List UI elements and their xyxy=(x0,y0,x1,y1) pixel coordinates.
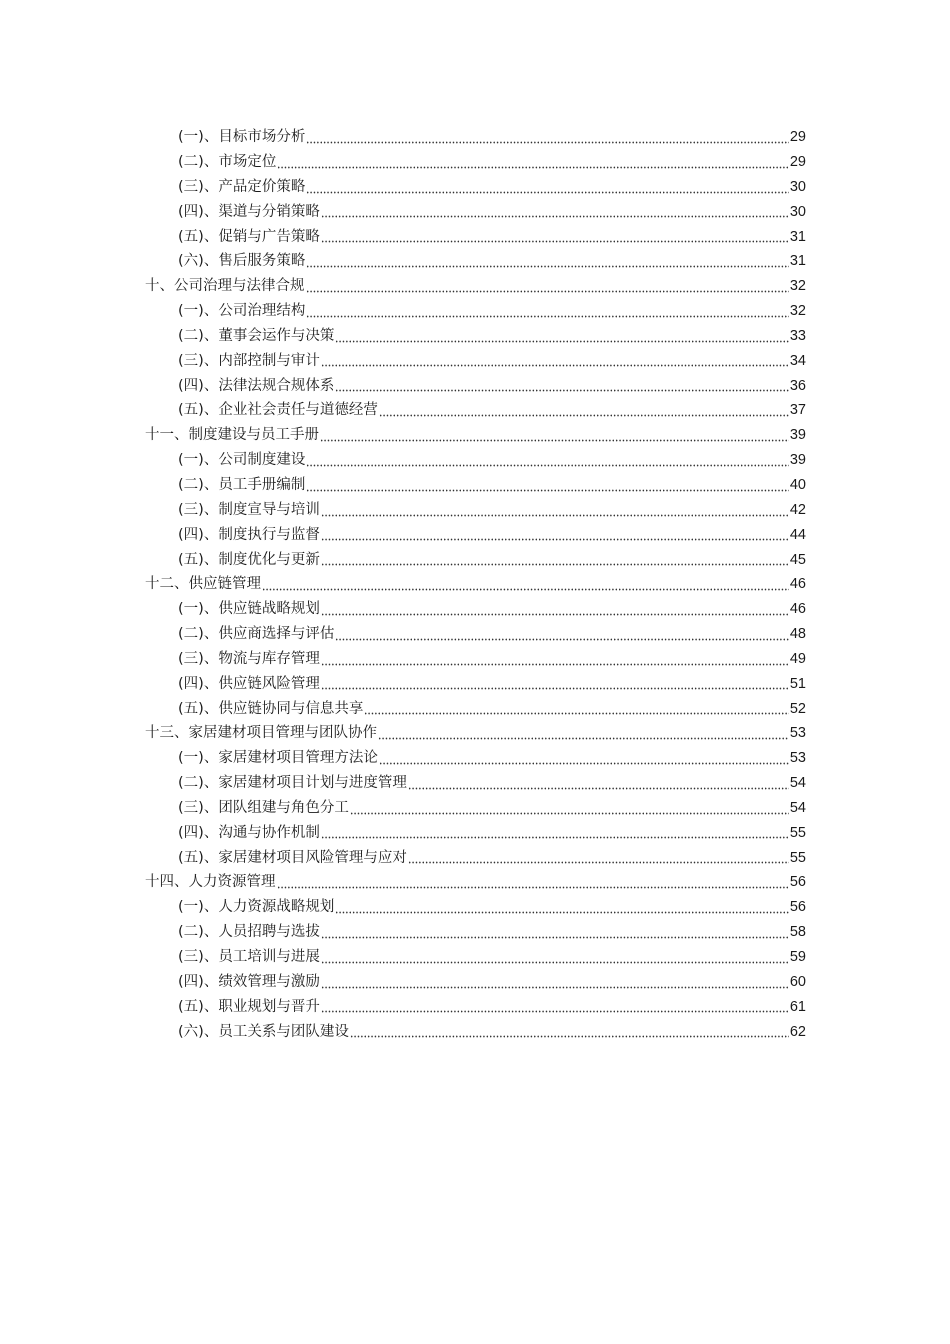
toc-page-number: 46 xyxy=(789,601,806,618)
toc-section-entry[interactable] xyxy=(0,895,950,920)
toc-page-number: 39 xyxy=(789,452,806,469)
toc-dot-leader xyxy=(321,229,789,243)
table-of-contents xyxy=(0,125,950,1044)
toc-section-entry[interactable] xyxy=(0,523,950,548)
toc-entry-title: (一)、供应链战略规划 xyxy=(178,601,320,618)
toc-section-entry[interactable] xyxy=(0,945,950,970)
toc-dot-leader xyxy=(306,304,789,318)
toc-dot-leader xyxy=(321,503,789,517)
toc-page-number: 61 xyxy=(789,998,806,1015)
toc-page-number: 40 xyxy=(789,476,806,493)
toc-page-number: 30 xyxy=(789,203,806,220)
toc-entry-title: (一)、人力资源战略规划 xyxy=(178,899,335,916)
toc-entry-title: (三)、产品定价策略 xyxy=(178,178,306,195)
toc-page-number: 29 xyxy=(789,154,806,171)
toc-entry-title: (三)、团队组建与角色分工 xyxy=(178,799,349,816)
toc-page-number: 51 xyxy=(789,675,806,692)
toc-section-entry[interactable] xyxy=(0,622,950,647)
toc-dot-leader xyxy=(306,478,789,492)
toc-section-entry[interactable] xyxy=(0,125,950,150)
toc-page-number: 54 xyxy=(789,775,806,792)
toc-section-entry[interactable] xyxy=(0,995,950,1020)
toc-section-entry[interactable] xyxy=(0,249,950,274)
toc-section-entry[interactable] xyxy=(0,796,950,821)
toc-entry-title: (五)、促销与广告策略 xyxy=(178,228,320,245)
toc-entry-title: (一)、公司治理结构 xyxy=(178,303,306,320)
toc-dot-leader xyxy=(364,701,789,715)
toc-page-number: 56 xyxy=(789,874,806,891)
toc-section-entry[interactable] xyxy=(0,647,950,672)
toc-entry-title: (六)、员工关系与团队建设 xyxy=(178,1023,349,1040)
toc-dot-leader xyxy=(262,577,789,591)
toc-page-number: 31 xyxy=(789,253,806,270)
toc-dot-leader xyxy=(321,950,789,964)
toc-entry-title: (一)、公司制度建设 xyxy=(178,452,306,469)
toc-entry-title: (五)、家居建材项目风险管理与应对 xyxy=(178,849,407,866)
toc-dot-leader xyxy=(350,801,789,815)
toc-section-entry[interactable] xyxy=(0,224,950,249)
toc-entry-title: (三)、员工培训与进展 xyxy=(178,949,320,966)
toc-dot-leader xyxy=(321,527,789,541)
toc-entry-title: (二)、董事会运作与决策 xyxy=(178,327,335,344)
toc-section-entry[interactable] xyxy=(0,696,950,721)
toc-page-number: 53 xyxy=(789,750,806,767)
toc-page-number: 54 xyxy=(789,799,806,816)
toc-dot-leader xyxy=(321,975,789,989)
toc-entry-title: (四)、渠道与分销策略 xyxy=(178,203,320,220)
toc-page-number: 44 xyxy=(789,526,806,543)
toc-page-number: 56 xyxy=(789,899,806,916)
toc-entry-title: 十四、人力资源管理 xyxy=(145,874,276,891)
toc-section-entry[interactable] xyxy=(0,845,950,870)
toc-dot-leader xyxy=(320,428,789,442)
toc-dot-leader xyxy=(306,279,789,293)
toc-dot-leader xyxy=(335,378,789,392)
toc-entry-title: (二)、供应商选择与评估 xyxy=(178,626,335,643)
toc-section-entry[interactable] xyxy=(0,200,950,225)
toc-entry-title: 十、公司治理与法律合规 xyxy=(145,278,305,295)
toc-section-entry[interactable] xyxy=(0,672,950,697)
toc-entry-title: (一)、家居建材项目管理方法论 xyxy=(178,750,378,767)
toc-section-entry[interactable] xyxy=(0,473,950,498)
toc-section-entry[interactable] xyxy=(0,547,950,572)
toc-section-entry[interactable] xyxy=(0,746,950,771)
toc-dot-leader xyxy=(306,453,789,467)
toc-section-entry[interactable] xyxy=(0,175,950,200)
toc-page-number: 32 xyxy=(789,278,806,295)
toc-dot-leader xyxy=(335,329,789,343)
toc-section-entry[interactable] xyxy=(0,349,950,374)
toc-page-number: 52 xyxy=(789,700,806,717)
toc-chapter-entry[interactable] xyxy=(0,721,950,746)
toc-section-entry[interactable] xyxy=(0,150,950,175)
toc-section-entry[interactable] xyxy=(0,398,950,423)
toc-dot-leader xyxy=(277,875,789,889)
toc-section-entry[interactable] xyxy=(0,970,950,995)
toc-section-entry[interactable] xyxy=(0,448,950,473)
toc-dot-leader xyxy=(378,726,789,740)
toc-entry-title: (四)、绩效管理与激励 xyxy=(178,973,320,990)
toc-page-number: 45 xyxy=(789,551,806,568)
toc-dot-leader xyxy=(408,776,789,790)
toc-page-number: 48 xyxy=(789,626,806,643)
toc-entry-title: (五)、制度优化与更新 xyxy=(178,551,320,568)
toc-page-number: 53 xyxy=(789,725,806,742)
toc-entry-title: (五)、职业规划与晋升 xyxy=(178,998,320,1015)
toc-dot-leader xyxy=(379,751,789,765)
toc-dot-leader xyxy=(321,825,789,839)
toc-entry-title: (三)、制度宣导与培训 xyxy=(178,501,320,518)
toc-entry-title: (四)、沟通与协作机制 xyxy=(178,824,320,841)
toc-section-entry[interactable] xyxy=(0,821,950,846)
toc-dot-leader xyxy=(321,602,789,616)
toc-entry-title: (一)、目标市场分析 xyxy=(178,129,306,146)
toc-section-entry[interactable] xyxy=(0,597,950,622)
toc-page-number: 49 xyxy=(789,650,806,667)
toc-dot-leader xyxy=(321,652,789,666)
toc-section-entry[interactable] xyxy=(0,771,950,796)
toc-page-number: 29 xyxy=(789,129,806,146)
toc-page-number: 60 xyxy=(789,973,806,990)
toc-page-number: 46 xyxy=(789,576,806,593)
toc-entry-title: (二)、员工手册编制 xyxy=(178,476,306,493)
toc-dot-leader xyxy=(350,1024,789,1038)
toc-dot-leader xyxy=(321,925,789,939)
toc-page-number: 58 xyxy=(789,924,806,941)
toc-entry-title: (五)、供应链协同与信息共享 xyxy=(178,700,364,717)
toc-dot-leader xyxy=(321,552,789,566)
toc-page-number: 37 xyxy=(789,402,806,419)
toc-entry-title: (二)、人员招聘与选拔 xyxy=(178,924,320,941)
toc-dot-leader xyxy=(306,180,789,194)
toc-entry-title: 十一、制度建设与员工手册 xyxy=(145,427,319,444)
toc-dot-leader xyxy=(321,676,789,690)
toc-chapter-entry[interactable] xyxy=(0,572,950,597)
toc-entry-title: (二)、家居建材项目计划与进度管理 xyxy=(178,775,407,792)
toc-entry-title: (四)、法律法规合规体系 xyxy=(178,377,335,394)
toc-dot-leader xyxy=(306,130,789,144)
toc-dot-leader xyxy=(321,999,789,1013)
toc-dot-leader xyxy=(321,204,789,218)
toc-entry-title: (四)、供应链风险管理 xyxy=(178,675,320,692)
toc-page-number: 36 xyxy=(789,377,806,394)
toc-page-number: 42 xyxy=(789,501,806,518)
toc-page-number: 59 xyxy=(789,949,806,966)
toc-section-entry[interactable] xyxy=(0,324,950,349)
toc-entry-title: (五)、企业社会责任与道德经营 xyxy=(178,402,378,419)
toc-dot-leader xyxy=(306,254,789,268)
toc-entry-title: 十三、家居建材项目管理与团队协作 xyxy=(145,725,377,742)
toc-page-number: 32 xyxy=(789,303,806,320)
toc-entry-title: (三)、内部控制与审计 xyxy=(178,352,320,369)
toc-chapter-entry[interactable] xyxy=(0,870,950,895)
toc-entry-title: (六)、售后服务策略 xyxy=(178,253,306,270)
toc-page-number: 55 xyxy=(789,824,806,841)
toc-entry-title: (三)、物流与库存管理 xyxy=(178,650,320,667)
toc-section-entry[interactable] xyxy=(0,373,950,398)
toc-page-number: 33 xyxy=(789,327,806,344)
toc-chapter-entry[interactable] xyxy=(0,423,950,448)
toc-dot-leader xyxy=(335,900,789,914)
toc-entry-title: (二)、市场定位 xyxy=(178,154,277,171)
toc-page-number: 39 xyxy=(789,427,806,444)
toc-section-entry[interactable] xyxy=(0,498,950,523)
toc-page-number: 62 xyxy=(789,1023,806,1040)
toc-page-number: 31 xyxy=(789,228,806,245)
toc-dot-leader xyxy=(335,627,789,641)
toc-dot-leader xyxy=(408,850,789,864)
toc-chapter-entry[interactable] xyxy=(0,274,950,299)
toc-dot-leader xyxy=(321,353,789,367)
toc-entry-title: 十二、供应链管理 xyxy=(145,576,261,593)
toc-dot-leader xyxy=(277,155,789,169)
toc-dot-leader xyxy=(379,403,789,417)
toc-entry-title: (四)、制度执行与监督 xyxy=(178,526,320,543)
toc-section-entry[interactable] xyxy=(0,1019,950,1044)
toc-page-number: 55 xyxy=(789,849,806,866)
toc-section-entry[interactable] xyxy=(0,920,950,945)
toc-page-number: 30 xyxy=(789,178,806,195)
toc-page-number: 34 xyxy=(789,352,806,369)
toc-section-entry[interactable] xyxy=(0,299,950,324)
